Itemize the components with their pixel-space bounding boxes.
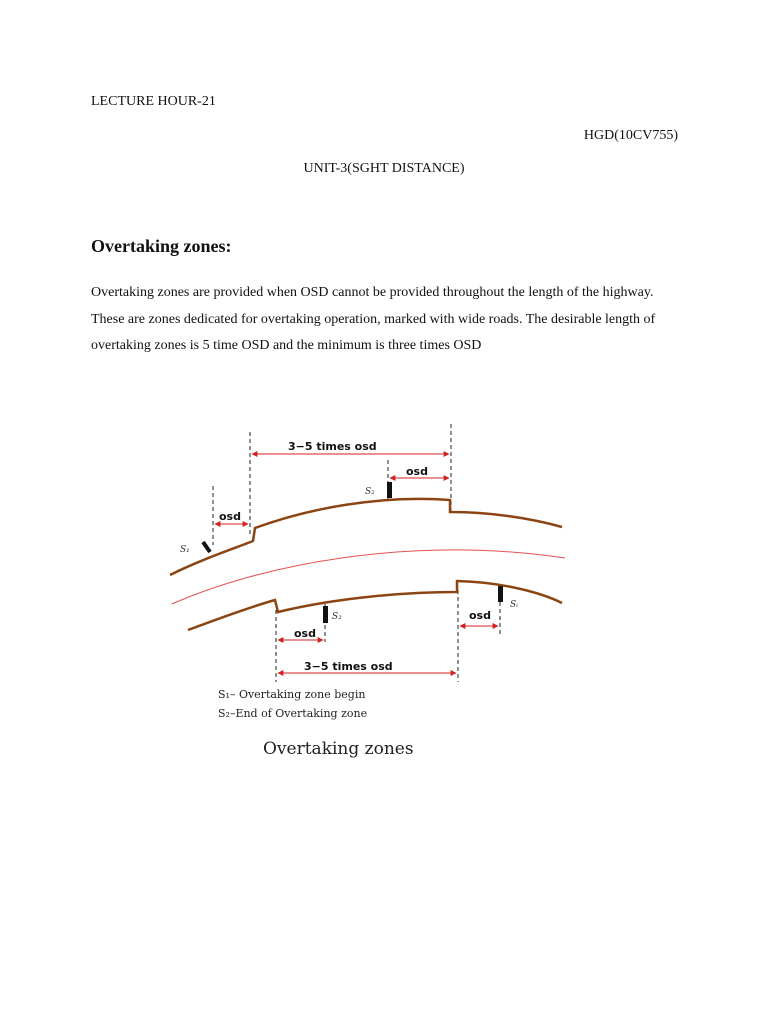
bottom-osd-left-label: osd [294, 627, 316, 640]
figure-caption: Overtaking zones [263, 739, 414, 759]
legend-line-2: S₂–End of Overtaking zone [218, 707, 368, 720]
si-lower-label: Sᵢ [510, 600, 518, 610]
bottom-span-label: 3−5 times osd [304, 660, 393, 673]
road-lower-edge [188, 581, 562, 630]
bottom-osd-right-label: osd [469, 609, 491, 622]
section-paragraph: Overtaking zones are provided when OSD cannot be provided throughout the length of the highway. These are zones dedicated for overtaking operation, marked with wide roads. The desirable length of overtaking zones is 5 time OSD and the minimum is three times OSD [91, 285, 656, 353]
sign-s1-upper [203, 542, 210, 552]
s1-upper-label: S₁ [180, 545, 190, 555]
legend-line-1: S₁– Overtaking zone begin [218, 688, 366, 701]
overtaking-zones-diagram [160, 420, 580, 770]
top-osd-right-label: osd [406, 465, 428, 478]
overtaking-zones-figure [160, 420, 580, 770]
top-osd-left-label: osd [219, 510, 241, 523]
unit-title: UNIT-3(SGHT DISTANCE) [303, 161, 465, 176]
lecture-hour-label: LECTURE HOUR-21 [91, 94, 216, 109]
section-heading: Overtaking zones: [91, 236, 232, 256]
course-code: HGD(10CV755) [583, 128, 678, 143]
s2-lower-label: S₂ [332, 612, 342, 622]
sign-si-lower [498, 586, 503, 602]
dimension-guides [213, 424, 500, 682]
sign-s2-lower [323, 606, 328, 623]
s2-upper-label: S₂ [365, 487, 375, 497]
sign-s2-upper [387, 482, 392, 498]
top-span-label: 3−5 times osd [288, 440, 377, 453]
